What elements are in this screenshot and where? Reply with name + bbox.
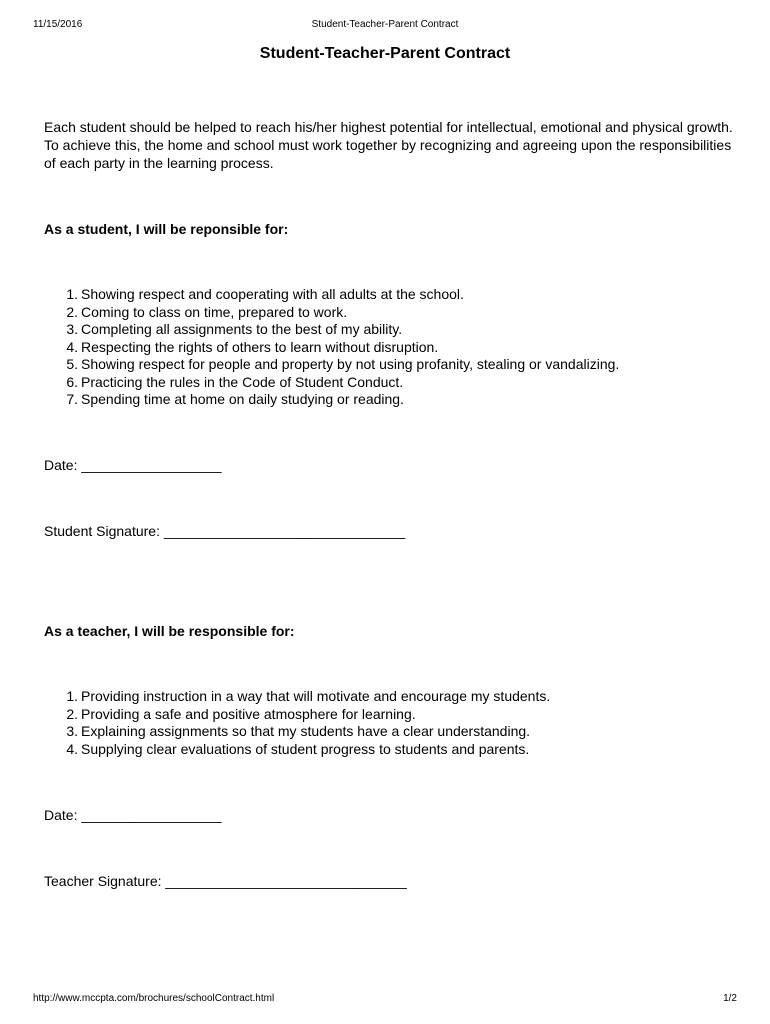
list-item xyxy=(44,356,619,374)
student-date-line[interactable]: Date: __________________ xyxy=(44,457,222,473)
list-item-number: 3. xyxy=(66,723,78,739)
list-item-text: Supplying clear evaluations of student progress to students and parents. xyxy=(81,740,530,757)
list-item-number: 3. xyxy=(66,321,78,337)
list-item-number: 5. xyxy=(66,356,78,372)
print-page-title: Student-Teacher-Parent Contract xyxy=(311,19,459,30)
list-item xyxy=(44,374,619,392)
list-item-text: Completing all assignments to the best of my ability. xyxy=(81,321,403,337)
list-item-text: Providing instruction in a way that will motivate and encourage my students. xyxy=(81,688,551,704)
list-item-number: 2. xyxy=(66,705,78,722)
list-item xyxy=(44,304,619,322)
list-item-text: Coming to class on time, prepared to work. xyxy=(81,303,348,320)
list-item-number: 1. xyxy=(66,286,78,302)
list-item-text: Providing a safe and positive atmosphere for learning. xyxy=(81,705,416,722)
print-date: 11/15/2016 xyxy=(33,19,83,30)
list-item-text: Practicing the rules in the Code of Student Conduct. xyxy=(81,373,404,390)
print-header xyxy=(0,19,770,33)
teacher-signature-line[interactable]: Teacher Signature: _______________________________ xyxy=(44,873,407,889)
student-section-heading: As a student, I will be reponsible for: xyxy=(44,221,289,237)
list-item-number: 1. xyxy=(66,688,78,704)
list-item-number: 2. xyxy=(66,303,78,320)
list-item xyxy=(44,286,619,304)
list-item-text: Showing respect and cooperating with all adults at the school. xyxy=(81,286,464,302)
list-item xyxy=(44,391,619,409)
list-item xyxy=(44,706,550,724)
list-item xyxy=(44,723,550,741)
list-item xyxy=(44,321,619,339)
list-item-number: 4. xyxy=(66,740,78,757)
list-item-text: Explaining assignments so that my students have a clear understanding. xyxy=(81,723,531,739)
source-url[interactable]: http://www.mccpta.com/brochures/schoolContract.html xyxy=(33,993,275,1004)
student-responsibilities-list xyxy=(44,286,619,409)
list-item xyxy=(44,339,619,357)
list-item-text: Showing respect for people and property by not using profanity, stealing or vandalizing. xyxy=(81,356,620,372)
page-number: 1/2 xyxy=(723,993,737,1004)
list-item-text: Spending time at home on daily studying or reading. xyxy=(81,391,404,407)
teacher-responsibilities-list xyxy=(44,688,550,758)
list-item-text: Respecting the rights of others to learn without disruption. xyxy=(81,338,439,355)
list-item xyxy=(44,688,550,706)
list-item-number: 6. xyxy=(66,373,78,390)
list-item-number: 4. xyxy=(66,338,78,355)
list-item-number: 7. xyxy=(66,391,78,407)
student-signature-line[interactable]: Student Signature: _______________________________ xyxy=(44,523,406,539)
intro-paragraph: Each student should be helped to reach his/her highest potential for intellectual, emotional and physical growth. To achieve this, the home and school must work together by recognizing and agreeing upon the responsibilities of each party in the learning process. xyxy=(44,119,733,171)
document-title: Student-Teacher-Parent Contract xyxy=(259,45,511,62)
teacher-date-line[interactable]: Date: __________________ xyxy=(44,807,222,823)
list-item xyxy=(44,741,550,759)
teacher-section-heading: As a teacher, I will be responsible for: xyxy=(44,623,295,639)
